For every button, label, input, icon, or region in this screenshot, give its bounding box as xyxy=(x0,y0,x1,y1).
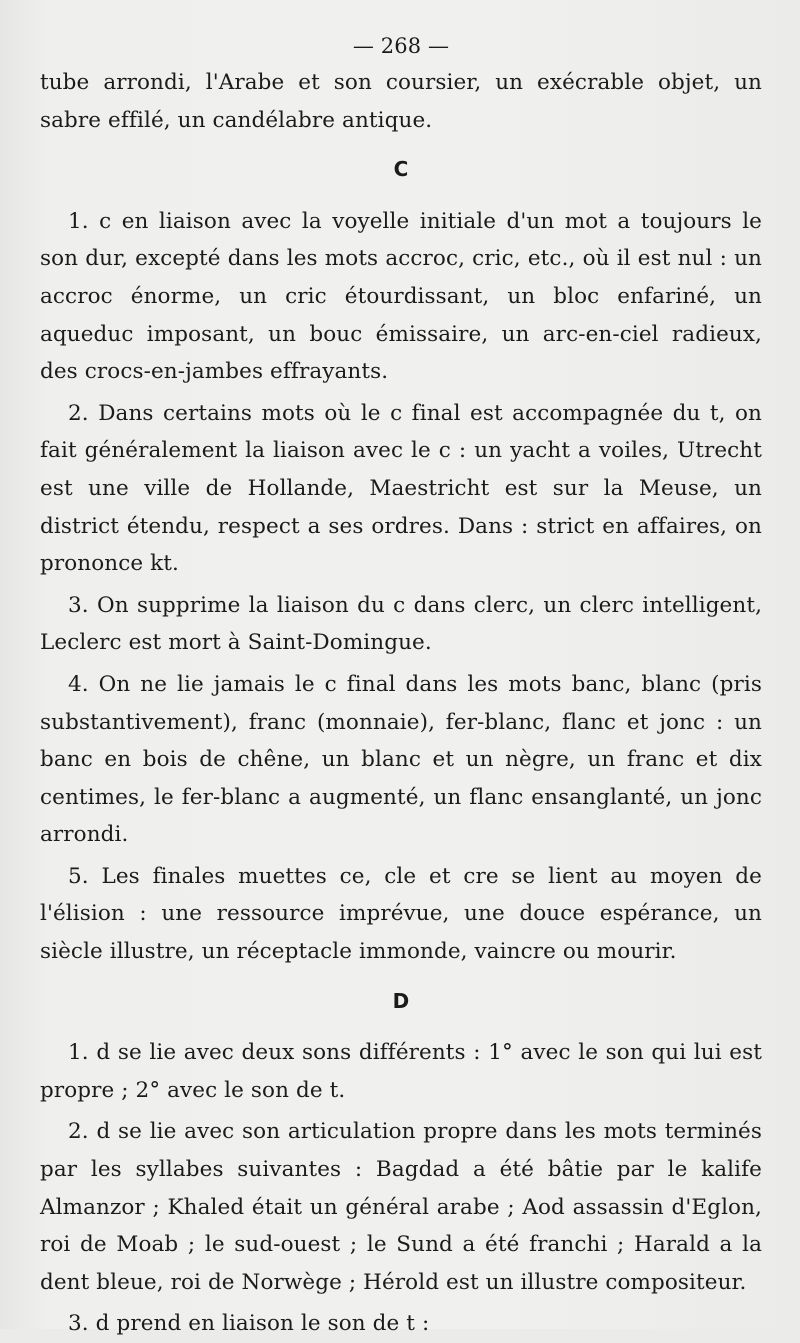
c-item-5 xyxy=(40,858,762,971)
c-item-1 xyxy=(40,203,762,391)
d-item-3-number: 3. xyxy=(68,1311,89,1337)
c-item-2-number: 2. xyxy=(68,400,89,426)
d-item-3 xyxy=(40,1305,762,1343)
intro-paragraph: tube arrondi, l'Arabe et son coursier, un exécrable objet, un sabre effilé, un candélabre antique. xyxy=(40,70,762,133)
d-item-2-number: 2. xyxy=(68,1119,89,1145)
d-item-2 xyxy=(40,1113,762,1301)
section-heading-c: C xyxy=(393,157,409,182)
c-item-2 xyxy=(40,395,762,583)
d-item-1-text: d se lie avec deux sons différents : 1° avec le son qui lui est propre ; 2° avec le son de t. xyxy=(40,1040,762,1103)
c-item-3-text: On supprime la liaison du c dans clerc, un clerc intelligent, Leclerc est mort à Saint-Domingue. xyxy=(40,592,763,656)
d-item-1-number: 1. xyxy=(68,1040,89,1066)
page-content xyxy=(40,26,762,1343)
section-heading-d: D xyxy=(392,988,410,1013)
d-item-3-text: d prend en liaison le son de t : xyxy=(95,1311,430,1337)
c-item-3-number: 3. xyxy=(68,592,89,618)
c-item-1-number: 1. xyxy=(68,208,89,234)
c-item-4-number: 4. xyxy=(68,671,89,697)
c-item-5-text: Les finales muettes ce, cle et cre se lient au moyen de l'élision : une ressource imprévue, une douce espérance, un siècle illustre, un réceptacle immonde, vaincre ou mourir. xyxy=(40,863,762,965)
c-item-2-text: Dans certains mots où le c final est accompagnée du t, on fait généralement la liaison avec le c : un yacht a voiles, Utrecht est une ville de Hollande, Maestricht est sur la Meuse, un district étendu, respect a ses ordres. Dans : strict en affaires, on prononce kt. xyxy=(40,400,762,577)
d-item-1 xyxy=(40,1034,762,1109)
c-item-1-text: c en liaison avec la voyelle initiale d'un mot a toujours le son dur, excepté dans les mots accroc, cric, etc., où il est nul : un accroc énorme, un cric étourdissant, un bloc enfariné, un aqueduc imposant, un bouc émissaire, un arc-en-ciel radieux, des crocs-en-jambes effrayants. xyxy=(40,208,762,385)
page-number: — 268 — xyxy=(352,34,450,58)
c-item-5-number: 5. xyxy=(68,863,89,889)
c-item-4-text: On ne lie jamais le c final dans les mots banc, blanc (pris substantivement), franc (monnaie), fer-blanc, flanc et jonc : un banc en bois de chêne, un blanc et un nègre, un franc et dix centimes, le fer-blanc a augmenté, un flanc ensanglanté, un jonc arrondi. xyxy=(40,671,762,848)
c-item-3 xyxy=(40,587,762,662)
d-item-2-text: d se lie avec son articulation propre dans les mots terminés par les syllabes suivantes : Bagdad a été bâtie par le kalife Almanzor ; Khaled était un général arabe ; Aod assassin d'Eglon, roi de Moab ; le sud-ouest ; le Sund a été franchi ; Harald a la dent bleue, roi de Norwège ; Hérold est un illustre compositeur. xyxy=(40,1119,762,1295)
c-item-4 xyxy=(40,666,762,854)
